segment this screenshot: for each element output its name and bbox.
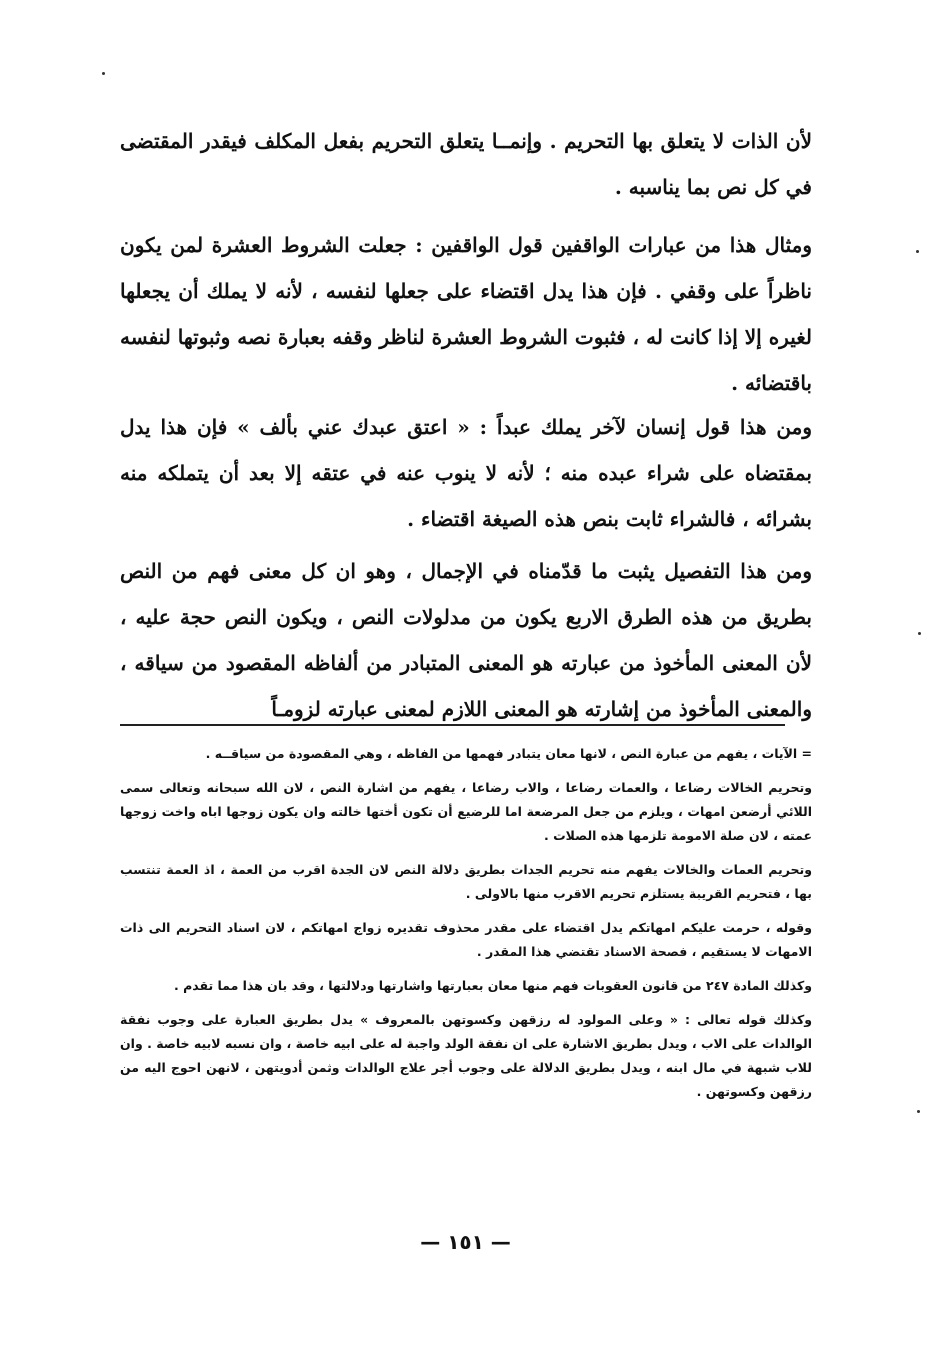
footnotes [120,742,812,1114]
footnote-6: وكذلك قوله تعالى : « وعلى المولود له رزقهن وكسوتهن بالمعروف » يدل بطريق العبارة على وجوب نفقة الوالدات على الاب ، ويدل بطريق الاشارة على ان نفقة الولد واجبة له على ابيه خاصة ، وان نسبه لابيه خاصة . وان للاب شبهة في مال ابنه ، ويدل بطريق الدلالة على وجوب أجر علاج الوالدات وثمن أدويتهن ، لانهن احوج اليه من رزقهن وكسوتهن . [120,1012,812,1099]
scan-speck [918,632,921,635]
paragraph-4: ومن هذا التفصيل يثبت ما قدّمناه في الإجمال ، وهو ان كل معنى فهم من النص بطريق من هذه الطرق الاربع يكون من مدلولات النص ، ويكون النص حجة عليه ، لأن المعنى المأخوذ من عبارته هو المعنى المتبادر من ألفاظه المقصود من سياقه ، والمعنى المأخوذ من إشارته هو المعنى اللازم لمعنى عبارته لزومـاً [120,559,813,721]
scan-speck [916,250,919,253]
scan-speck [917,1110,920,1113]
footnote-1: = الآيات ، يفهم من عبارة النص ، لانها معان يتبادر فهمها من الفاظه ، وهي المقصودة من سياقــه . [205,746,812,761]
footnote-2: وتحريم الخالات رضاعا ، والعمات رضاعا ، والاب رضاعا ، يفهم من اشارة النص ، لان الله سبحانه وتعالى سمى اللائي أرضعن امهات ، ويلزم من جعل المرضعة اما للرضيع أن تكون أختها خالته وان يكون زوجها اباه واخت زوجها عمته ، لان صلة الامومة تلزمها هذه الصلات . [120,780,812,843]
footnote-4: وقوله ، حرمت عليكم امهاتكم يدل اقتضاء على مقدر محذوف تقديره زواج امهاتكم ، لان اسناد التحريم الى ذات الامهات لا يستقيم ، فصحة الاسناد تقتضي هذا المقدر . [120,920,812,959]
paragraph-1: لأن الذات لا يتعلق بها التحريم . وإنمــا يتعلق التحريم بفعل المكلف فيقدر المقتضى في كل نص بما يناسبه . [120,129,812,199]
scan-speck [102,72,105,75]
footnote-divider [120,724,785,726]
footnote-5: وكذلك المادة ٢٤٧ من قانون العقوبات فهم منها معان بعبارتها واشارتها ودلالتها ، وقد بان هذا مما تقدم . [173,978,812,993]
paragraph-3: ومن هذا قول إنسان لآخر يملك عبداً : « اعتق عبدك عني بألف » فإن هذا يدل بمقتضاه على شراء عبده منه ؛ لأنه لا ينوب عنه في عتقه إلا بعد أن يتملكه منه بشرائه ، فالشراء ثابت بنص هذه الصيغة اقتضاء . [120,415,812,531]
page-number: — ١٥١ — [420,1230,511,1254]
footnote-3: وتحريم العمات والخالات يفهم منه تحريم الجدات بطريق دلالة النص لان الجدة اقرب من العمة ، اذ العمة تنتسب بها ، فتحريم القريبة يستلزم تحريم الاقرب منها بالاولى . [120,862,812,901]
paragraph-2: ومثال هذا من عبارات الواقفين قول الواقفين : جعلت الشروط العشرة لمن يكون ناظراً على وقفي . فإن هذا يدل اقتضاء على جعلها لنفسه ، لأنه لا يملك أن يجعلها لغيره إلا إذا كانت له ، فثبوت الشروط العشرة لناظر وقفه بعبارة نصه وثبوتها لنفسه باقتضائه . [120,233,812,395]
